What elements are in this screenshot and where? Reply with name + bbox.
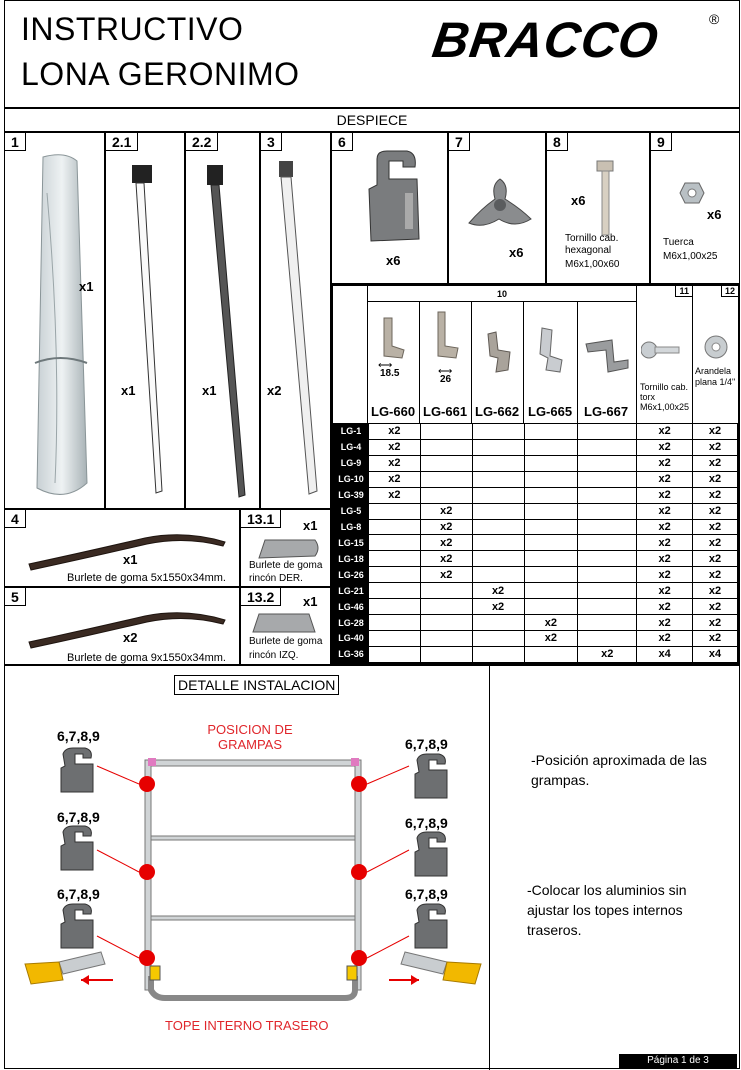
table-cell: x2 (693, 599, 738, 615)
group-11-header (637, 286, 693, 423)
installation-title-text: DETALLE INSTALACION (178, 677, 336, 693)
part-number: 8 (547, 133, 568, 151)
table-cell: x4 (693, 646, 738, 662)
table-cell: x2 (693, 439, 738, 455)
row-label: LG-40 (334, 630, 369, 646)
part-qty: x6 (509, 245, 524, 260)
table-cell (472, 487, 524, 503)
table-cell (524, 583, 578, 599)
table-cell: x2 (368, 424, 420, 440)
table-cell: x2 (637, 599, 693, 615)
clip-label: 6,7,8,9 (57, 809, 100, 825)
table-row (334, 487, 738, 503)
group-10-header (368, 286, 637, 302)
clamp-image (357, 149, 427, 249)
page-indicator: Página 1 de 3 (619, 1054, 737, 1068)
col-lg662 (472, 302, 524, 423)
table-cell (368, 646, 420, 662)
table-body (333, 423, 738, 663)
row-label: LG-4 (334, 439, 369, 455)
table-cell: x2 (368, 487, 420, 503)
posicion-line1: POSICION DE (207, 722, 293, 737)
table-cell (420, 455, 472, 471)
clamp-icon (55, 746, 99, 796)
table-cell (578, 471, 637, 487)
row-label: LG-21 (334, 583, 369, 599)
header (4, 0, 740, 108)
dimension-arrow-icon: ⟷ (378, 360, 393, 371)
table-cell (420, 583, 472, 599)
tope-label: TOPE INTERNO TRASERO (165, 1018, 329, 1033)
install-note-2: -Colocar los aluminios sin ajustar los topes internos traseros. (527, 882, 687, 938)
table-cell (578, 615, 637, 631)
part-number: 13.1 (241, 510, 281, 528)
table-row (334, 646, 738, 662)
table-cell: x2 (693, 535, 738, 551)
col-lg660 (368, 302, 420, 423)
part-desc: hexagonal (565, 245, 612, 256)
table-cell (578, 599, 637, 615)
table-cell: x2 (578, 646, 637, 662)
part-2-2-cell (185, 132, 260, 509)
table-cell: x2 (693, 424, 738, 440)
table-cell (420, 487, 472, 503)
table-cell (524, 519, 578, 535)
group-12-header (693, 286, 738, 423)
bracket-lg667-image (582, 336, 632, 374)
table-cell: x2 (637, 535, 693, 551)
table-cell: x2 (693, 487, 738, 503)
dimension-arrow-icon: ⟷ (438, 366, 453, 377)
table-cell (368, 535, 420, 551)
torx-screw-image (641, 340, 681, 360)
table-cell (524, 551, 578, 567)
table-cell: x2 (420, 535, 472, 551)
table-cell (578, 583, 637, 599)
posicion-line2: GRAMPAS (217, 737, 283, 752)
part-qty: x6 (707, 207, 722, 222)
table-row (334, 630, 738, 646)
table-cell (524, 599, 578, 615)
part-desc: Burlete de goma 5x1550x34mm. (67, 572, 226, 584)
part-number: 2.2 (186, 133, 218, 151)
table-cell (368, 519, 420, 535)
table-cell: x2 (637, 487, 693, 503)
table-cell: x2 (693, 615, 738, 631)
table-cell (368, 599, 420, 615)
table-cell (368, 583, 420, 599)
col-lg661 (420, 302, 472, 423)
parts-grid (333, 423, 738, 663)
table-cell (420, 439, 472, 455)
table-cell (420, 630, 472, 646)
table-cell (524, 424, 578, 440)
table-row (334, 455, 738, 471)
brand-logo-text: BRACCO (429, 12, 663, 68)
doc-title-line1: INSTRUCTIVO (21, 11, 244, 47)
table-cell: x2 (524, 630, 578, 646)
table-row (334, 567, 738, 583)
table-cell (524, 646, 578, 662)
hex-nut-image (679, 181, 705, 205)
row-label: LG-36 (334, 646, 369, 662)
clamp-icon (409, 902, 453, 952)
table-cell: x2 (524, 615, 578, 631)
table-cell: x2 (693, 567, 738, 583)
part-number: 9 (651, 133, 672, 151)
table-cell: x2 (420, 567, 472, 583)
hex-bolt-image (593, 159, 623, 239)
table-cell (578, 487, 637, 503)
part-desc: rincón IZQ. (249, 650, 299, 661)
table-cell (524, 487, 578, 503)
table-header (333, 286, 738, 423)
install-note-1: -Posición aproximada de las grampas. (531, 752, 707, 788)
row-label: LG-39 (334, 487, 369, 503)
part-desc: Tornillo cab. (565, 233, 619, 244)
part-7-cell (448, 132, 546, 284)
table-cell: x2 (693, 551, 738, 567)
row-label: LG-5 (334, 503, 369, 519)
part-desc: M6x1,00x60 (565, 259, 620, 270)
row-label-header (333, 286, 368, 423)
part-9-cell (650, 132, 740, 284)
col-header-label: LG-661 (423, 404, 468, 419)
col-header-label: LG-660 (371, 404, 416, 419)
row-label: LG-26 (334, 567, 369, 583)
table-cell: x2 (472, 583, 524, 599)
table-cell (368, 551, 420, 567)
row-label: LG-10 (334, 471, 369, 487)
table-cell (368, 615, 420, 631)
col-header-label: LG-665 (528, 404, 573, 419)
profile-dark-image (201, 163, 251, 503)
clamp-icon (409, 752, 453, 802)
part-desc: Burlete de goma 9x1550x34mm. (67, 652, 226, 664)
part-desc: Tuerca (663, 237, 694, 248)
table-cell (524, 567, 578, 583)
table-cell (578, 551, 637, 567)
part-4-cell (4, 509, 240, 587)
part-8-cell (546, 132, 650, 284)
group-11-label: 11 (675, 286, 692, 297)
table-cell (420, 471, 472, 487)
part-number: 3 (261, 133, 282, 151)
table-cell (420, 599, 472, 615)
clip-label: 6,7,8,9 (405, 886, 448, 902)
part-desc: Burlete de goma (249, 560, 323, 571)
part-desc: Burlete de goma (249, 636, 323, 647)
table-cell (578, 519, 637, 535)
col11-desc: Tornillo cab. (640, 382, 689, 392)
table-cell (524, 503, 578, 519)
clip-label: 6,7,8,9 (57, 886, 100, 902)
table-cell: x2 (420, 551, 472, 567)
group-10-label: 10 (496, 289, 507, 299)
table-cell (578, 567, 637, 583)
part-qty: x6 (386, 253, 401, 268)
table-cell (524, 471, 578, 487)
part-number: 6 (332, 133, 353, 151)
parts-table (331, 284, 740, 665)
table-row (334, 599, 738, 615)
table-cell (524, 455, 578, 471)
despiece-header (4, 108, 740, 132)
installation-title (174, 675, 339, 695)
part-number: 4 (5, 510, 26, 528)
despiece-label: DESPIECE (336, 112, 408, 128)
table-cell: x2 (693, 630, 738, 646)
table-row (334, 615, 738, 631)
table-cell: x2 (472, 599, 524, 615)
part-13-1-cell (240, 509, 331, 587)
part-6-cell (331, 132, 448, 284)
part-desc: M6x1,00x25 (663, 251, 718, 262)
table-cell: x2 (637, 551, 693, 567)
table-cell (472, 646, 524, 662)
table-cell (472, 471, 524, 487)
col-header-label: LG-662 (475, 404, 520, 419)
part-qty: x1 (202, 383, 217, 398)
table-cell (578, 424, 637, 440)
table-cell: x2 (637, 519, 693, 535)
table-cell (420, 615, 472, 631)
table-cell: x2 (693, 519, 738, 535)
clip-label: 6,7,8,9 (57, 728, 100, 744)
part-number: 5 (5, 588, 26, 606)
part-qty: x1 (303, 594, 318, 609)
table-cell: x2 (693, 455, 738, 471)
part-qty: x1 (303, 518, 318, 533)
table-cell: x2 (693, 503, 738, 519)
part-qty: x2 (123, 630, 138, 645)
washer-image (703, 334, 729, 360)
bracket-lg662-image (484, 330, 514, 374)
table-cell (368, 630, 420, 646)
brand-logo (429, 11, 703, 68)
table-cell (524, 439, 578, 455)
doc-title-line2: LONA GERONIMO (21, 56, 300, 92)
table-cell: x2 (637, 630, 693, 646)
table-cell (472, 503, 524, 519)
dim-label: 26 (440, 374, 452, 385)
row-label: LG-46 (334, 599, 369, 615)
part-3-cell (260, 132, 331, 509)
table-cell (472, 439, 524, 455)
table-cell (472, 455, 524, 471)
table-cell (420, 424, 472, 440)
col11-desc: torx (640, 392, 656, 402)
clamp-icon (55, 902, 99, 952)
table-cell: x2 (368, 471, 420, 487)
table-cell (578, 439, 637, 455)
table-cell (578, 535, 637, 551)
col-header-label: LG-667 (584, 404, 629, 419)
part-number: 13.2 (241, 588, 281, 606)
table-cell (472, 630, 524, 646)
bracket-lg661-image (432, 310, 462, 360)
col12-desc: plana 1/4" (695, 377, 736, 387)
installation-divider (489, 666, 490, 1070)
table-cell (472, 535, 524, 551)
table-row (334, 424, 738, 440)
corner-rubber-right-image (255, 536, 325, 562)
table-cell: x2 (420, 503, 472, 519)
table-cell (472, 615, 524, 631)
table-cell: x2 (637, 439, 693, 455)
table-row (334, 551, 738, 567)
bracket-lg660-image (378, 316, 408, 360)
profile-white-image (126, 163, 176, 503)
table-cell: x2 (420, 519, 472, 535)
col11-desc: M6x1,00x25 (640, 402, 690, 412)
table-cell: x2 (637, 503, 693, 519)
group-12-label: 12 (721, 286, 738, 297)
knob-image (465, 175, 535, 235)
table-cell (472, 567, 524, 583)
table-cell: x2 (693, 583, 738, 599)
tarp-roll-image (25, 153, 95, 503)
part-qty: x6 (571, 193, 586, 208)
row-label: LG-8 (334, 519, 369, 535)
table-row (334, 439, 738, 455)
table-cell: x2 (637, 471, 693, 487)
part-5-cell (4, 587, 240, 665)
table-cell: x2 (637, 455, 693, 471)
table-cell: x2 (368, 455, 420, 471)
bracket-lg665-image (536, 326, 566, 376)
table-cell: x2 (637, 583, 693, 599)
part-number: 7 (449, 133, 470, 151)
clamp-icon (409, 830, 453, 880)
col-lg665 (524, 302, 578, 423)
table-cell (368, 503, 420, 519)
col12-desc: Arandela (695, 366, 732, 376)
table-row (334, 503, 738, 519)
row-label: LG-1 (334, 424, 369, 440)
table-cell: x2 (637, 424, 693, 440)
part-13-2-cell (240, 587, 331, 665)
table-cell (578, 630, 637, 646)
table-cell (578, 503, 637, 519)
part-qty: x2 (267, 383, 282, 398)
table-cell: x2 (693, 471, 738, 487)
part-number: 2.1 (106, 133, 138, 151)
part-desc: rincón DER. (249, 573, 303, 584)
part-number: 1 (5, 133, 26, 151)
clip-label: 6,7,8,9 (405, 736, 448, 752)
table-cell: x2 (637, 615, 693, 631)
table-row (334, 471, 738, 487)
part-1-cell (4, 132, 105, 509)
installation-section (4, 665, 740, 1069)
part-qty: x1 (121, 383, 136, 398)
corner-rubber-left-image (249, 610, 319, 636)
part-qty: x1 (79, 279, 94, 294)
part-qty: x1 (123, 552, 138, 567)
row-label: LG-9 (334, 455, 369, 471)
row-label: LG-28 (334, 615, 369, 631)
table-row (334, 535, 738, 551)
table-cell: x4 (637, 646, 693, 662)
row-label: LG-15 (334, 535, 369, 551)
table-cell: x2 (368, 439, 420, 455)
table-cell (472, 551, 524, 567)
table-cell (472, 519, 524, 535)
table-row (334, 583, 738, 599)
part-2-1-cell (105, 132, 185, 509)
table-cell (524, 535, 578, 551)
table-row (334, 519, 738, 535)
table-cell (472, 424, 524, 440)
row-label: LG-18 (334, 551, 369, 567)
dim-label: 18.5 (380, 368, 400, 379)
clamp-icon (55, 824, 99, 874)
table-cell (578, 455, 637, 471)
registered-mark: ® (709, 11, 720, 27)
table-cell (420, 646, 472, 662)
col-lg667 (578, 302, 637, 423)
table-cell (368, 567, 420, 583)
clip-label: 6,7,8,9 (405, 815, 448, 831)
profile-bar-image (269, 159, 329, 504)
table-cell: x2 (637, 567, 693, 583)
